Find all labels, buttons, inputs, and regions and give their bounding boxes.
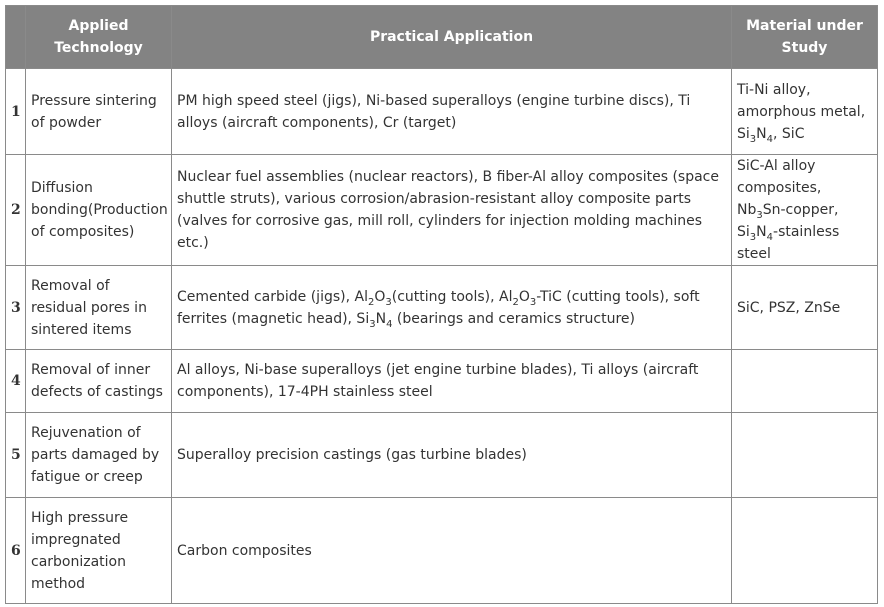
table-row: [6, 266, 878, 350]
material-cell: SiC, PSZ, ZnSe: [732, 266, 878, 350]
table-row: [6, 69, 878, 155]
table-row: [6, 413, 878, 498]
table-row: [6, 498, 878, 604]
row-number: 1: [6, 69, 26, 155]
practical-application-cell: Nuclear fuel assemblies (nuclear reactors), B fiber-Al alloy composites (space shuttle struts), various corrosion/abrasion-resistant alloy composite parts (valves for corrosive gas, mill roll, cylinders for injection molding machines etc.): [172, 155, 732, 266]
practical-application-cell: PM high speed steel (jigs), Ni-based superalloys (engine turbine discs), Ti alloys (aircraft components), Cr (target): [172, 69, 732, 155]
applied-technology-cell: Removal of residual pores in sintered items: [26, 266, 172, 350]
table-row: [6, 155, 878, 266]
header-practical-application: Practical Application: [172, 6, 732, 69]
row-number: 6: [6, 498, 26, 604]
material-cell: SiC-Al alloy composites, $Nb_3Sn$-copper, $Si_3N_4$-stainless steel: [732, 155, 878, 266]
row-number: 2: [6, 155, 26, 266]
header-material-under-study: Material under Study: [732, 6, 878, 69]
applied-technology-cell: Rejuvenation of parts damaged by fatigue or creep: [26, 413, 172, 498]
row-number: 4: [6, 350, 26, 413]
material-cell: [732, 413, 878, 498]
applied-technology-cell: Diffusion bonding(Production of composites): [26, 155, 172, 266]
row-number: 3: [6, 266, 26, 350]
practical-application-cell: Cemented carbide (jigs), $Al_2O_3(cutting$ tools), $Al_2O_3$-TiC (cutting tools), soft ferrites (magnetic head), $Si_3N_4$ (bearings and ceramics structure): [172, 266, 732, 350]
material-cell: [732, 350, 878, 413]
applied-technology-cell: Removal of inner defects of castings: [26, 350, 172, 413]
practical-application-cell: Carbon composites: [172, 498, 732, 604]
header-row: [6, 6, 878, 69]
hip-applications-table: [5, 5, 878, 604]
material-cell: Ti-Ni alloy, amorphous metal, $Si_3N_4$, SiC: [732, 69, 878, 155]
material-cell: [732, 498, 878, 604]
applied-technology-cell: High pressure impregnated carbonization method: [26, 498, 172, 604]
applied-technology-cell: Pressure sintering of powder: [26, 69, 172, 155]
practical-application-cell: Al alloys, Ni-base superalloys (jet engine turbine blades), Ti alloys (aircraft components), 17-4PH stainless steel: [172, 350, 732, 413]
header-applied-technology: Applied Technology: [26, 6, 172, 69]
header-number: [6, 6, 26, 69]
practical-application-cell: Superalloy precision castings (gas turbine blades): [172, 413, 732, 498]
row-number: 5: [6, 413, 26, 498]
table-row: [6, 350, 878, 413]
